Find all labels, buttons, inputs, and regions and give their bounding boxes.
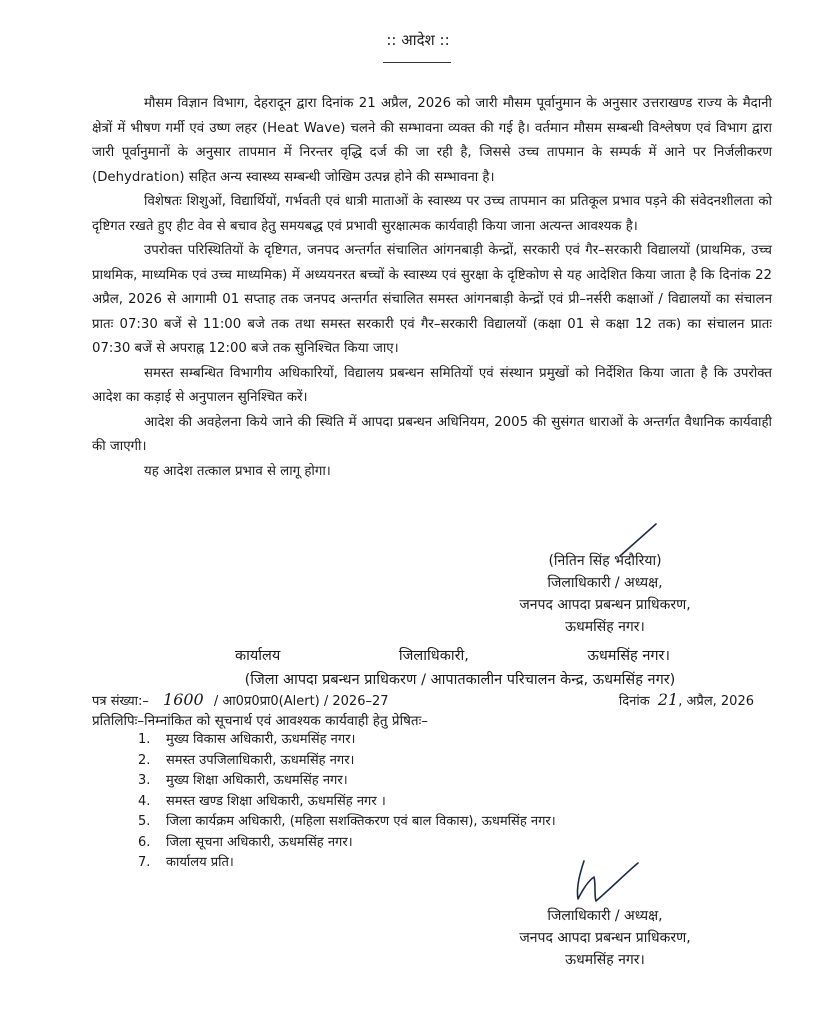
paragraph-compliance: समस्त सम्बन्धित विभागीय अधिकारियों, विद्यालय प्रबन्धन समितियों एवं संस्थान प्रमुखों को निर्देशित किया जाता है कि उपरोक्त आदेश का कड़ाई से अनुपालन सुनिश्चित करें। xyxy=(92,365,772,405)
letter-date-suffix: , अप्रैल, 2026 xyxy=(678,694,754,709)
copy-list-number: 6. xyxy=(138,834,151,850)
signatory-name: (नितिन सिंह भदौरिया) xyxy=(548,553,662,569)
copy-list-number: 3. xyxy=(138,773,151,788)
copy-list xyxy=(138,730,556,874)
copy-list-item xyxy=(138,771,556,792)
copy-list-text: मुख्य शिक्षा अधिकारी, ऊधमसिंह नगर। xyxy=(166,773,348,788)
office-block xyxy=(150,644,770,692)
letter-date xyxy=(619,690,754,709)
office-subline: (जिला आपदा प्रबन्धन प्राधिकरण / आपातकालीन परिचालन केन्द्र, ऊधमसिंह नगर) xyxy=(244,672,676,688)
office-word: कार्यालय xyxy=(235,648,281,664)
copy-list-number: 1. xyxy=(138,732,151,747)
signatory-district: ऊधमसिंह नगर। xyxy=(565,619,645,635)
copy-list-text: समस्त उपजिलाधिकारी, ऊधमसिंह नगर। xyxy=(166,752,355,768)
office-line xyxy=(150,644,770,668)
copy-list-item xyxy=(138,751,556,772)
copy-list-text: मुख्य विकास अधिकारी, ऊधमसिंह नगर। xyxy=(166,732,356,747)
paragraph-penalty: आदेश की अवहेलना किये जाने की स्थिति में आपदा प्रबन्धन अधिनियम, 2005 की सुसंगत धाराओं के अन्तर्गत वैधानिक कार्यवाही की जाएगी। xyxy=(92,414,772,454)
paragraph-school-timings: उपरोक्त परिस्थितियों के दृष्टिगत, जनपद अन्तर्गत संचालित आंगनबाड़ी केन्द्रों, सरकारी एवं गैर–सरकारी विद्यालयों (प्राथमिक, उच्च प्राथमिक, माध्यमिक एवं उच्च माध्यमिक) में अध्ययनरत बच्चों के स्वास्थ्य एवं सुरक्षा के दृष्टिकोण से यह आदेशित किया जाता है कि दिनांक 22 अप्रैल, 2026 से आगामी 01 सप्ताह तक जनपद अन्तर्गत संचालित समस्त आंगनबाड़ी केन्द्रों एवं प्री–नर्सरी कक्षाओं / विद्यालयों का संचालन प्रातः 07:30 बजें से 11:00 बजे तक तथा समस्त सरकारी एवं गैर–सरकारी विद्यालयों (कक्षा 01 से कक्षा 12 तक) का संचालन प्रातः 07:30 बजें से अपराह्न 12:00 बजे तक सुनिश्चित किया जाए। xyxy=(92,243,772,356)
letter-number-handwritten: 1600 xyxy=(163,690,204,709)
paragraph-effective: यह आदेश तत्काल प्रभाव से लागू होगा। xyxy=(144,463,331,479)
copy-list-number: 4. xyxy=(138,793,151,809)
office-district: ऊधमसिंह नगर। xyxy=(587,648,670,664)
signatory2-authority: जनपद आपदा प्रबन्धन प्राधिकरण, xyxy=(519,930,691,946)
letter-number-suffix: / आ0प्र0प्रा0(Alert) / 2026–27 xyxy=(213,694,389,709)
reference-line xyxy=(92,690,772,709)
copy-list-item xyxy=(138,833,556,854)
signatory-block xyxy=(470,550,740,638)
letter-date-day: 21 xyxy=(657,690,679,709)
signatory2-district: ऊधमसिंह नगर। xyxy=(565,952,645,968)
copy-list-text: कार्यालय प्रति। xyxy=(166,855,234,870)
copy-list-item xyxy=(138,853,556,874)
copy-list-text: समस्त खण्ड शिक्षा अधिकारी, ऊधमसिंह नगर । xyxy=(166,793,386,809)
copy-list-number: 2. xyxy=(138,752,151,768)
signature-mark-2 xyxy=(566,855,646,907)
heading-underline xyxy=(383,62,451,63)
copy-list-number: 7. xyxy=(138,855,151,870)
signatory-authority: जनपद आपदा प्रबन्धन प्राधिकरण, xyxy=(519,597,691,613)
signatory2-title: जिलाधिकारी / अध्यक्ष, xyxy=(547,908,663,924)
paragraph-weather-forecast: मौसम विज्ञान विभाग, देहरादून द्वारा दिनांक 21 अप्रैल, 2026 को जारी मौसम पूर्वानुमान के अनुसार उत्तराखण्ड राज्य के मैदानी क्षेत्रों में भीषण गर्मी एवं उष्ण लहर (Heat Wave) चलने की सम्भावना व्यक्त की गई है। वर्तमान मौसम सम्बन्धी विश्लेषण एवं विभाग द्वारा जारी पूर्वानुमानों के अनुसार तापमान में निरन्तर वृद्धि दर्ज की जा रही है, जिससे उच्च तापमान के सम्पर्क में आने पर निर्जलीकरण (Dehydration) सहित अन्य स्वास्थ्य सम्बन्धी जोखिम उत्पन्न होने की सम्भावना है। xyxy=(92,96,772,185)
order-heading: :: आदेश :: xyxy=(386,31,450,49)
signatory-title: जिलाधिकारी / अध्यक्ष, xyxy=(547,575,663,591)
office-collector: जिलाधिकारी, xyxy=(398,648,469,664)
copy-list-text: जिला कार्यक्रम अधिकारी, (महिला सशक्तिकरण एवं बाल विकास), ऊधमसिंह नगर। xyxy=(166,814,556,829)
letter-number-prefix: पत्र संख्या:– xyxy=(92,694,149,709)
copy-list-item xyxy=(138,812,556,833)
copy-list-text: जिला सूचना अधिकारी, ऊधमसिंह नगर। xyxy=(166,834,353,850)
letter-number xyxy=(92,690,389,709)
order-body xyxy=(92,92,772,484)
signatory-block-2 xyxy=(470,905,740,971)
copy-list-number: 5. xyxy=(138,814,151,829)
copy-list-item xyxy=(138,792,556,813)
copy-to-heading: प्रतिलिपिः–निम्नांकित को सूचनार्थ एवं आवश्यक कार्यवाही हेतु प्रेषितः– xyxy=(92,713,429,729)
paragraph-vulnerability: विशेषतः शिशुओं, विद्यार्थियों, गर्भवती एवं धात्री माताओं के स्वास्थ्य पर उच्च तापमान का प्रतिकूल प्रभाव पड़ने की संवेदनशीलता को दृष्टिगत रखते हुए हीट वेव से बचाव हेतु समयबद्ध एवं प्रभावी सुरक्षात्मक कार्यवाही किया जाना अत्यन्त आवश्यक है। xyxy=(92,194,772,234)
letter-date-prefix: दिनांक xyxy=(618,694,650,709)
copy-list-item xyxy=(138,730,556,751)
